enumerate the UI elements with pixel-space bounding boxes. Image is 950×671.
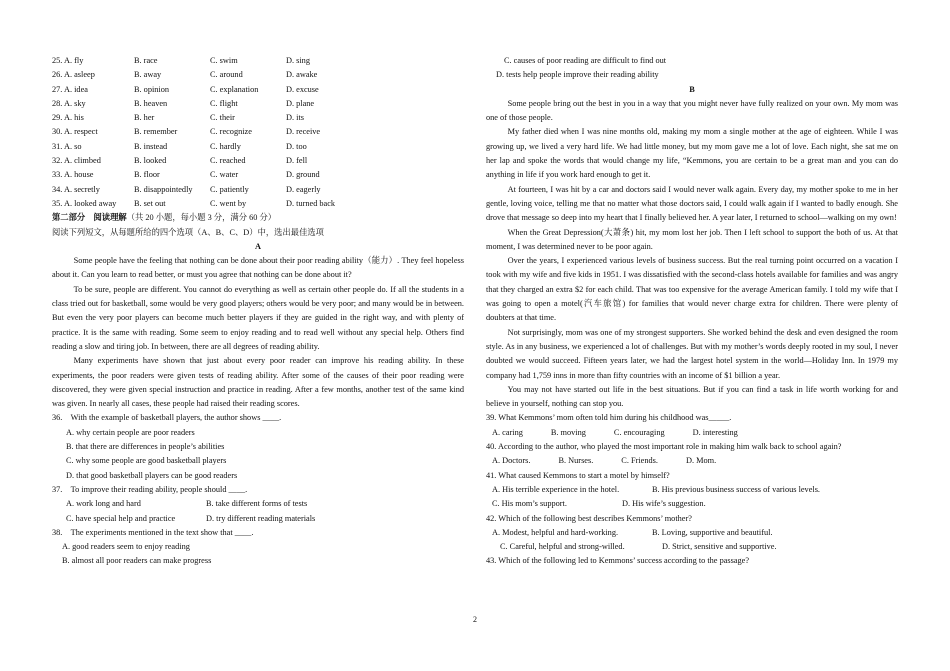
passage-a-paragraph: Many experiments have shown that just about every poor reader can improve his reading ability. In these experiments, the poor readers were given tests of reading ability. After some of the causes of their poor reading were discovered, they were given special instruction and practice in reading. After a few months, another test of the same kind was given. In nearly all cases, these people had raised their reading scores. (52, 356, 464, 409)
cloze-option[interactable]: B. opinion (134, 84, 170, 94)
question-37-options-row (52, 512, 464, 526)
passage-b-paragraph: My father died when I was nine months old, making my mom a single mother at the age of eighteen. While I was growing up, we lived a very hard life. We had little money, but my mom gave me a lot of love. Each night, she sat me on her lap and spoke the words that would change my life, “Kemmons, you are certain to be a great man and you can do anything in life if you work hard enough to get it. (486, 127, 898, 180)
cloze-option[interactable]: D. too (286, 141, 307, 151)
question-41-option[interactable]: A. His terrible experience in the hotel. (492, 484, 620, 494)
cloze-option[interactable]: 27. A. idea (52, 84, 88, 94)
question-41-option[interactable]: C. His mom’s support. (492, 499, 567, 509)
cloze-option[interactable]: B. set out (134, 198, 166, 208)
cloze-option-row (52, 54, 464, 68)
cloze-option[interactable]: B. floor (134, 170, 160, 180)
question-41-options-row (486, 483, 898, 497)
cloze-option[interactable]: B. remember (134, 127, 178, 137)
passage-b-paragraph: At fourteen, I was hit by a car and doctors said I would never walk again. Every day, my mother spoke to me in her gentle, loving voice, telling me that no matter what those doctors said, I could walk again if I wanted to badly enough. She drove that message so deep into my heart that I finally believed her. A year later, I returned to school—walking on my own! (486, 184, 898, 223)
cloze-option[interactable]: D. receive (286, 127, 321, 137)
question-38-option[interactable]: C. causes of poor reading are difficult to find out (504, 56, 667, 65)
cloze-option[interactable]: 33. A. house (52, 170, 94, 180)
cloze-option[interactable]: C. water (210, 170, 239, 180)
question-42: 42. Which of the following best describes Kemmons’ mother? (486, 513, 692, 523)
question-36: 36. With the example of basketball players, the author shows ____. (52, 413, 282, 423)
cloze-option[interactable]: B. disappointedly (134, 184, 193, 194)
question-40-option[interactable]: C. Friends. (621, 456, 658, 466)
question-42-option[interactable]: B. Loving, supportive and beautiful. (652, 527, 773, 537)
passage-b-paragraph: You may not have started out life in the best situations. But if you can find a task in life worth working for and believe in yourself, nothing can stop you. (486, 384, 898, 409)
cloze-option[interactable]: C. explanation (210, 84, 259, 94)
cloze-option[interactable]: D. plane (286, 98, 315, 108)
question-39: 39. What Kemmons’ mom often told him during his childhood was_____. (486, 413, 732, 423)
question-38: 38. The experiments mentioned in the text show that ____. (52, 527, 254, 537)
cloze-option[interactable]: 29. A. his (52, 113, 84, 123)
question-39-option[interactable]: B. moving (550, 427, 586, 437)
question-36-option[interactable]: A. why certain people are poor readers (66, 427, 195, 437)
cloze-option[interactable]: 30. A. respect (52, 127, 98, 137)
question-42-options-row (486, 540, 898, 554)
question-36-option[interactable]: B. that there are differences in people’s abilities (66, 442, 225, 452)
question-40-option[interactable]: B. Nurses. (558, 456, 594, 466)
passage-a-paragraph: To be sure, people are different. You cannot do everything as well as certain other people do. If all the students in a class tried out for basketball, some would be very good players; others would be very poor; and many would be in between. But even the very poor players can become much better players if they are guided in the right way, and with plenty of practice. It is the same with reading. Some seem to enjoy reading and to read well without any special help. Others find reading a slow and tiring job. In between, there are all degrees of reading ability. (52, 284, 464, 351)
question-39-option[interactable]: D. interesting (692, 427, 738, 437)
passage-a-paragraph: Some people have the feeling that nothing can be done about their poor reading ability（能力）. They feel hopeless about it. Can you learn to read better, or must you agree that nothing can be done about it? (52, 256, 464, 280)
cloze-option[interactable]: B. away (134, 70, 162, 80)
cloze-option[interactable]: C. their (210, 113, 235, 123)
question-42-option[interactable]: A. Modest, helpful and hard-working. (492, 527, 619, 537)
question-36-option[interactable]: C. why some people are good basketball players (66, 456, 227, 466)
cloze-option-row (52, 154, 464, 168)
cloze-option[interactable]: D. eagerly (286, 184, 321, 194)
cloze-option[interactable]: C. flight (210, 98, 238, 108)
cloze-option[interactable]: D. turned back (286, 198, 336, 208)
left-column (52, 54, 464, 569)
passage-b-paragraph: Some people bring out the best in you in a way that you might never have fully realized on your own. My mom was one of those people. (486, 98, 898, 123)
cloze-option[interactable]: B. her (134, 113, 155, 123)
question-39-option[interactable]: C. encouraging (613, 427, 665, 437)
passage-a-label: A (255, 241, 261, 251)
cloze-option[interactable]: B. race (134, 56, 158, 65)
question-41-option[interactable]: D. His wife’s suggestion. (622, 499, 706, 509)
cloze-option[interactable]: C. around (210, 70, 243, 80)
question-37-option[interactable]: B. take different forms of tests (206, 499, 308, 509)
cloze-option[interactable]: B. looked (134, 156, 167, 166)
passage-b-label: B (689, 84, 695, 94)
section-title: 第二部分 阅读理解 (52, 213, 127, 223)
question-42-options-row (486, 526, 898, 540)
section-heading (52, 211, 464, 225)
question-36-option[interactable]: D. that good basketball players can be good readers (66, 470, 238, 480)
cloze-option[interactable]: 31. A. so (52, 141, 82, 151)
question-40-options-row (486, 454, 898, 468)
cloze-option-row (52, 83, 464, 97)
cloze-option[interactable]: B. heaven (134, 98, 168, 108)
cloze-option[interactable]: D. ground (286, 170, 320, 180)
cloze-option[interactable]: D. its (286, 113, 304, 123)
question-37-option[interactable]: C. have special help and practice (66, 513, 176, 523)
question-42-option[interactable]: D. Strict, sensitive and supportive. (662, 542, 777, 552)
cloze-option-row (52, 111, 464, 125)
cloze-option[interactable]: C. swim (210, 56, 238, 65)
passage-b-paragraph: When the Great Depression(大萧条) hit, my mom lost her job. Then I left school to support the both of us. At that moment, I was determined never to be poor again. (486, 227, 898, 251)
question-37-option[interactable]: A. work long and hard (66, 499, 141, 509)
question-40: 40. According to the author, who played the most important role in making him walk back to school again? (486, 442, 842, 452)
instruction-text: 阅读下列短文，从每题所给的四个选项（A、B、C、D）中，选出最佳选项 (52, 227, 324, 237)
cloze-option[interactable]: 28. A. sky (52, 98, 86, 108)
cloze-option[interactable]: 25. A. fly (52, 56, 84, 65)
question-38-option[interactable]: B. almost all poor readers can make progress (62, 556, 212, 566)
cloze-option-row (52, 168, 464, 182)
cloze-option[interactable]: C. reached (210, 156, 246, 166)
cloze-option[interactable]: D. fell (286, 156, 308, 166)
question-39-option[interactable]: A. caring (492, 427, 523, 437)
page-number: 2 (473, 615, 477, 624)
question-37-option[interactable]: D. try different reading materials (206, 513, 316, 523)
cloze-option[interactable]: 35. A. looked away (52, 198, 117, 208)
question-40-option[interactable]: A. Doctors. (492, 456, 531, 466)
question-42-option[interactable]: C. Careful, helpful and strong-willed. (500, 542, 625, 552)
cloze-option-row (52, 183, 464, 197)
cloze-option[interactable]: C. went by (210, 198, 247, 208)
cloze-options-grid (52, 54, 464, 211)
cloze-option[interactable]: C. patiently (210, 184, 249, 194)
cloze-option-row (52, 68, 464, 82)
question-38-option[interactable]: D. tests help people improve their reading ability (496, 70, 659, 80)
cloze-option-row (52, 125, 464, 139)
cloze-option-row (52, 97, 464, 111)
cloze-option[interactable]: 26. A. asleep (52, 70, 95, 80)
passage-b-paragraph: Not surprisingly, mom was one of my strongest supporters. She worked behind the desk and even designed the room style. As in any business, we experienced a lot of challenges. But with my mother’s words deeply rooted in my soul, I never doubted we would succeed. Fifteen years later, we had the largest hotel system in the world—Holiday Inn. In 1979 my company had 1,759 inns in more than fifty countries with an income of $1 billion a year. (486, 327, 898, 380)
cloze-option[interactable]: 34. A. secretly (52, 184, 100, 194)
cloze-option[interactable]: C. recognize (210, 127, 252, 137)
question-38-option[interactable]: A. good readers seem to enjoy reading (62, 542, 190, 552)
question-37: 37. To improve their reading ability, people should ____. (52, 484, 248, 494)
cloze-option-row (52, 197, 464, 211)
question-41-options-row (486, 497, 898, 511)
question-40-option[interactable]: D. Mom. (685, 456, 717, 466)
cloze-option-row (52, 140, 464, 154)
section-note: （共 20 小题，每小题 3 分，满分 60 分） (126, 213, 277, 223)
question-43: 43. Which of the following led to Kemmons’ success according to the passage? (486, 556, 750, 566)
cloze-option[interactable]: D. excuse (286, 84, 319, 94)
question-39-options-row (486, 426, 898, 440)
question-41: 41. What caused Kemmons to start a motel by himself? (486, 470, 670, 480)
right-column (486, 54, 898, 569)
question-41-option[interactable]: B. His previous business success of various levels. (652, 484, 820, 494)
cloze-option[interactable]: D. sing (286, 56, 310, 65)
question-37-options-row (52, 497, 464, 511)
cloze-option[interactable]: B. instead (134, 141, 168, 151)
cloze-option[interactable]: C. hardly (210, 141, 241, 151)
cloze-option[interactable]: D. awake (286, 70, 318, 80)
cloze-option[interactable]: 32. A. climbed (52, 156, 101, 166)
passage-b-paragraph: Over the years, I experienced various levels of business success. But the real turning point occurred on a vacation I took with my wife and five kids in 1951. I was dissatisfied with the second-class hotels available for families and was angry that they charged an extra $2 for each child. That was too expensive for the average American family. I told my wife that I was going to open a motel(汽车旅馆) for families that would never charge extra for children. There were plenty of doubters at that time. (486, 256, 898, 323)
